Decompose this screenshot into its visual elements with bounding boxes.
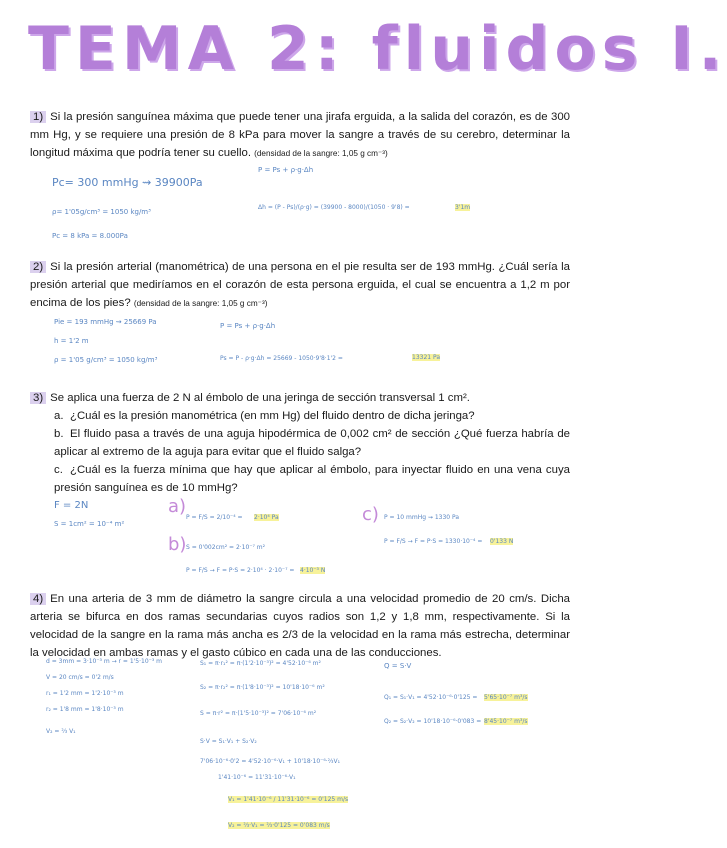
work-line: ρ = 1'05 g/cm³ = 1050 kg/m³ — [54, 356, 158, 364]
work-line: Pc = 8 kPa = 8.000Pa — [52, 232, 128, 240]
question-3 — [30, 389, 570, 407]
question-4 — [30, 590, 570, 662]
answer: 13321 Pa — [412, 354, 441, 361]
question-number: 2) — [30, 261, 46, 273]
work-line: ρ= 1'05g/cm³ = 1050 kg/m³ — [52, 208, 151, 216]
work-line: Q₂ = S₂·V₂ = 10'18·10⁻⁶·0'083 = — [384, 718, 482, 725]
question-text: Se aplica una fuerza de 2 N al émbolo de una jeringa de sección transversal 1 cm². — [50, 392, 470, 404]
work-line: Pie = 193 mmHg ⇝ 25669 Pa — [54, 318, 157, 326]
sub-question-b: b. El fluido pasa a través de una aguja hipodérmica de 0,002 cm² de sección ¿Qué fuerza habría de aplicar al extremo de la aguja para evitar que el fluido salga? — [54, 428, 570, 458]
work-line: S = π·r² = π·(1'5·10⁻³)² = 7'06·10⁻⁶ m² — [200, 710, 317, 717]
formula: P = 10 mmHg ⇝ 1330 Pa — [384, 514, 460, 521]
work-line: S₂ = π·r₂² = π·(1'8·10⁻³)² = 10'18·10⁻⁶ m² — [200, 684, 325, 691]
part-b-tag: b) — [168, 534, 187, 555]
work-line: r₂ = 1'8 mm = 1'8·10⁻³ m — [46, 706, 124, 713]
formula: P = Ps + ρ·g·Δh — [220, 322, 276, 330]
work-line: Pc= 300 mmHg ⇝ 39900Pa — [52, 176, 203, 189]
question-text: En una arteria de 3 mm de diámetro la sangre circula a una velocidad promedio de 20 cm/s. Dicha arteria se bifurca en dos ramas secundarias cuyos radios son 1,2 y 1,8 mm, respectivamente. Si la velocidad de la sangre en la rama más ancha es 2/3 de la velocidad en la rama más estrecha, determinar la velocidad en ambas ramas y el gasto cúbico en cada una de las conducciones. — [30, 593, 570, 659]
page-title: TEMA 2: fluidos I. — [28, 14, 727, 84]
answer: 8'45·10⁻⁷ m³/s — [484, 718, 528, 725]
work-line: S = 1cm² = 10⁻⁴ m² — [54, 520, 125, 528]
formula: Δh = (P - Ps)/(ρ·g) = (39900 - 8000)/(1050 · 9'8) = — [258, 204, 410, 211]
formula: S = 0'002cm² = 2·10⁻⁷ m² — [186, 544, 266, 551]
formula: P = Ps + ρ·g·Δh — [258, 166, 314, 174]
formula: P = F/S = 2/10⁻⁴ = — [186, 514, 243, 521]
question-1 — [30, 108, 570, 163]
question-text: Si la presión sanguínea máxima que puede tener una jirafa erguida, a la salida del corazón, es de 300 mm Hg, y se requiere una presión de 8 kPa para mover la sangre a través de su cerebro, determinar la longitud máxima que podría tener su cuello. — [30, 111, 570, 159]
work-line: V₂ = ⅔ V₁ — [46, 728, 76, 735]
sub-question-a: a. ¿Cuál es la presión manométrica (en mm Hg) del fluido dentro de dicha jeringa? — [54, 410, 475, 422]
work-line: S·V = S₁·V₁ + S₂·V₂ — [200, 738, 257, 745]
question-number: 4) — [30, 593, 46, 605]
answer: 3'1m — [455, 204, 471, 211]
work-line: S₁ = π·r₁² = π·(1'2·10⁻³)² = 4'52·10⁻⁶ m² — [200, 660, 321, 667]
part-a-tag: a) — [168, 496, 187, 517]
work-line: h = 1'2 m — [54, 337, 89, 345]
question-text: Si la presión arterial (manométrica) de una persona en el pie resulta ser de 193 mmHg. ¿Cuál sería la presión arterial que mediríamos en el corazón de esta persona erguida, el cual se encuentra a 1,2 m por encima de los pies? — [30, 261, 570, 309]
work-line: Q₁ = S₁·V₁ = 4'52·10⁻⁶·0'125 = — [384, 694, 478, 701]
answer: 5'65·10⁻⁷ m³/s — [484, 694, 528, 701]
formula: P = F/S → F = P·S = 1330·10⁻⁴ = — [384, 538, 483, 545]
question-number: 1) — [30, 111, 46, 123]
formula: Q = S·V — [384, 662, 412, 670]
question-note: (densidad de la sangre: 1,05 g cm⁻³) — [133, 299, 268, 308]
answer: 2·10⁴ Pa — [254, 514, 279, 521]
formula: Ps = P - ρ·g·Δh = 25669 - 1050·9'8·1'2 = — [220, 355, 343, 362]
question-note: (densidad de la sangre: 1,05 g cm⁻³) — [254, 149, 388, 158]
work-line: F = 2N — [54, 500, 89, 511]
work-line: V = 20 cm/s = 0'2 m/s — [46, 674, 114, 681]
work-line: r₁ = 1'2 mm = 1'2·10⁻³ m — [46, 690, 124, 697]
answer: 4·10⁻³ N — [300, 567, 326, 574]
sub-question-c: c. ¿Cuál es la fuerza mínima que hay que aplicar al émbolo, para inyectar fluido en una vena cuya presión sanguínea es de 10 mmHg? — [54, 464, 570, 494]
part-c-tag: c) — [362, 504, 379, 525]
answer: V₂ = ⅔·V₁ = ⅔·0'125 = 0'083 m/s — [228, 822, 330, 829]
question-number: 3) — [30, 392, 46, 404]
answer: V₁ = 1'41·10⁻⁶ / 11'31·10⁻⁶ = 0'125 m/s — [228, 796, 349, 803]
work-line: 7'06·10⁻⁶·0'2 = 4'52·10⁻⁶·V₁ + 10'18·10⁻⁶·⅔V₁ — [200, 758, 340, 765]
work-line: 1'41·10⁻⁶ = 11'31·10⁻⁶·V₁ — [218, 774, 296, 781]
answer: 0'133 N — [490, 538, 514, 545]
work-line: d = 3mm = 3·10⁻³ m → r = 1'5·10⁻³ m — [46, 658, 162, 665]
question-2 — [30, 258, 570, 313]
formula: P = F/S → F = P·S = 2·10⁴ · 2·10⁻⁷ = — [186, 567, 295, 574]
